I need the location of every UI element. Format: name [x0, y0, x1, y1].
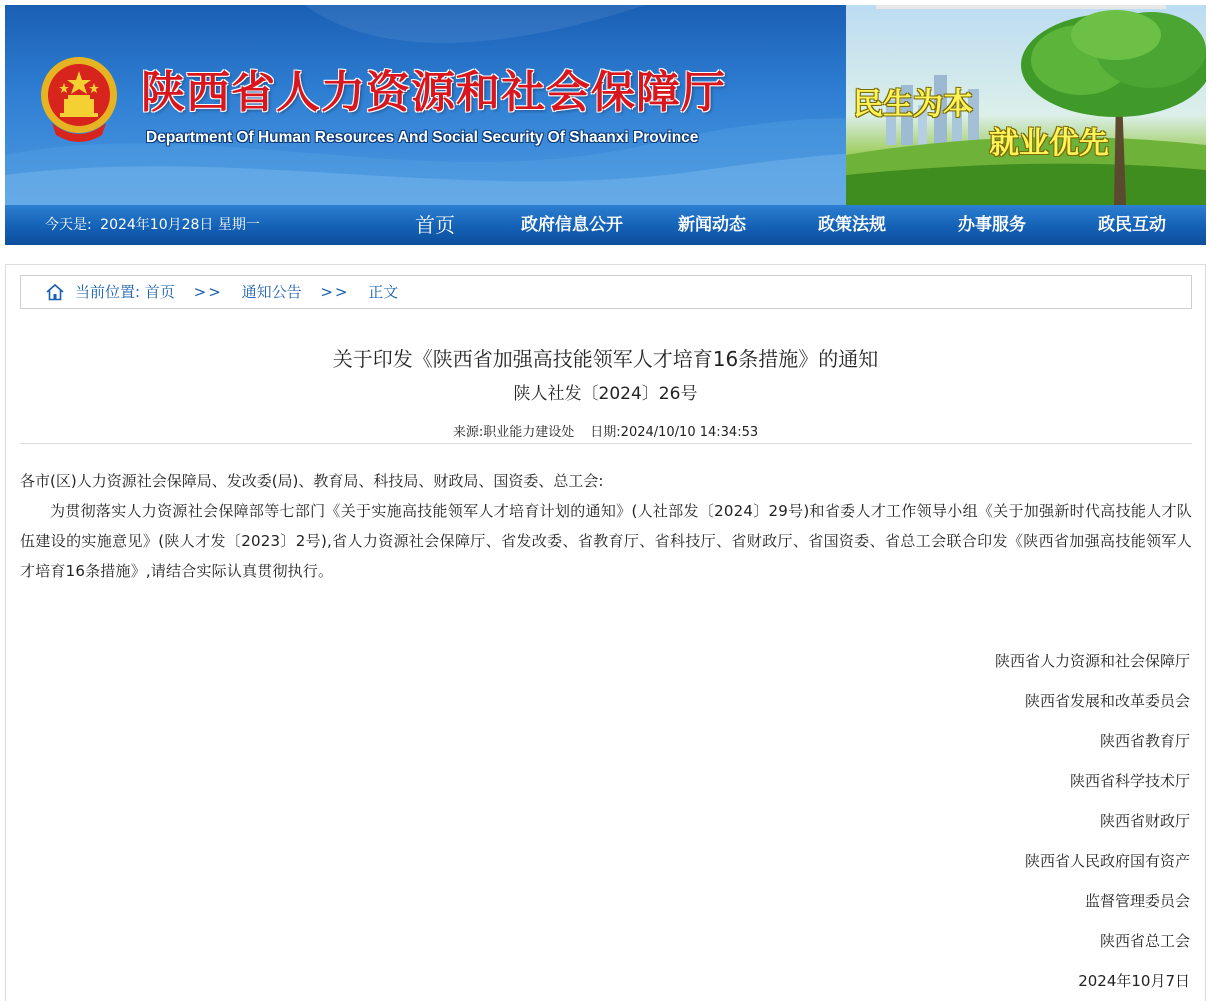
breadcrumb-notices[interactable]: 通知公告 [241, 283, 302, 301]
current-date [45, 205, 264, 245]
title-divider [20, 443, 1192, 444]
nav-item-home[interactable]: 首页 [415, 213, 455, 237]
signatory: 陕西省科学技术厅 [1069, 772, 1190, 790]
date-label: 日期: [590, 425, 621, 440]
signatory: 陕西省教育厅 [1099, 732, 1190, 750]
salutation: 各市(区)人力资源社会保障局、发改委(局)、教育局、科技局、财政局、国资委、总工会: [20, 472, 604, 490]
breadcrumb-home[interactable]: 首页 [144, 283, 175, 301]
source-label: 来源: [452, 425, 484, 440]
today-value: 2024年10月28日 星期一 [100, 217, 260, 233]
signatory: 陕西省总工会 [1099, 932, 1190, 950]
article-container [5, 264, 1206, 1001]
top-search-strip [876, 5, 1166, 9]
nav-item-interaction[interactable]: 政民互动 [1098, 215, 1166, 235]
signature-date: 2024年10月7日 [1078, 972, 1190, 990]
source-value: 职业能力建设处 [483, 425, 575, 440]
slogan-employment: 就业优先 [989, 126, 1109, 161]
slogan-people: 民生为本 [853, 87, 973, 122]
nav-item-policy[interactable]: 政策法规 [818, 215, 886, 235]
signatory: 陕西省财政厅 [1099, 812, 1190, 830]
nav-item-services[interactable]: 办事服务 [958, 215, 1026, 235]
article-meta [6, 421, 1205, 440]
breadcrumb-separator: >> [320, 283, 350, 301]
article-body [20, 466, 1192, 586]
signatory: 监督管理委员会 [1084, 892, 1190, 910]
site-title: 陕西省人力资源和社会保障厅 [141, 67, 726, 118]
body-paragraph: 为贯彻落实人力资源社会保障部等七部门《关于实施高技能领军人才培育计划的通知》(人社部发〔2024〕29号)和省委人才工作领导小组《关于加强新时代高技能人才队伍建设的实施意见》(陕人才发〔2023〕2号),省人力资源社会保障厅、省发改委、省教育厅、省科技厅、省财政厅、省国资委、省总工会联合印发《陕西省加强高技能领军人才培育16条措施》,请结合实际认真贯彻执行。 [20, 502, 1192, 580]
document-number: 陕人社发〔2024〕26号 [513, 384, 698, 404]
nav-item-news[interactable]: 新闻动态 [678, 215, 746, 235]
signatory: 陕西省人民政府国有资产 [1024, 852, 1190, 870]
header-banner [5, 5, 1206, 205]
site-subtitle: Department Of Human Resources And Social Security Of Shaanxi Province [146, 129, 699, 146]
national-emblem-icon [38, 53, 120, 145]
breadcrumb [20, 275, 1192, 309]
breadcrumb-label: 当前位置: [75, 283, 141, 301]
signature-block [995, 641, 1190, 1001]
home-icon [45, 283, 65, 301]
article-title: 关于印发《陕西省加强高技能领军人才培育16条措施》的通知 [332, 347, 879, 371]
date-value: 2024/10/10 14:34:53 [620, 425, 759, 440]
breadcrumb-current[interactable]: 正文 [368, 283, 399, 301]
nav-item-gov-info[interactable]: 政府信息公开 [521, 215, 623, 235]
signatory: 陕西省发展和改革委员会 [1024, 692, 1190, 710]
signatory: 陕西省人力资源和社会保障厅 [994, 652, 1190, 670]
breadcrumb-separator: >> [193, 283, 223, 301]
today-label: 今天是: [45, 217, 92, 233]
main-nav [5, 205, 1206, 245]
